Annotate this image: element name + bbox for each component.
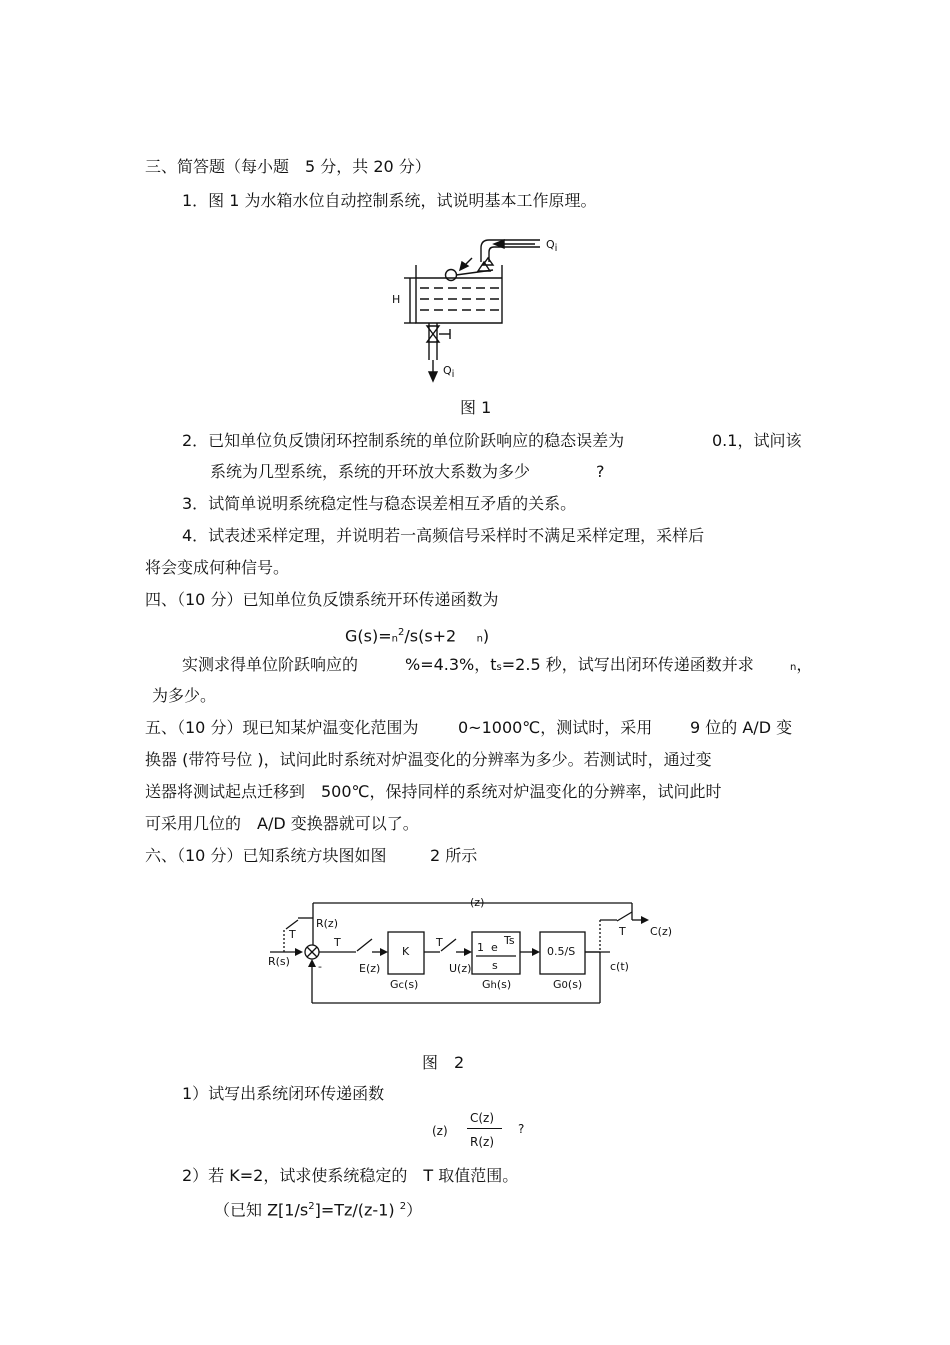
fig2-ct-label: c(t) [610, 960, 629, 973]
question-2-value: 0.1，试问该 [712, 431, 802, 450]
question-4-line2: 将会变成何种信号。 [145, 558, 290, 577]
z-transform-hint: （已知 $Z[1/s^2]=Tz/(z-1)$ $^2$） [214, 1200, 423, 1220]
question-2-mark: ? [596, 462, 605, 481]
fig2-zoh-numerator: 1 e [477, 941, 498, 954]
section5-line4: 可采用几位的 A/D 变换器就可以了。 [145, 814, 419, 833]
fig1-qi-out-label: $Q_i$ [443, 364, 455, 381]
fig2-uz-label: U(z) [449, 962, 472, 975]
fig2-zoh-exponent: Ts [504, 934, 515, 947]
fig2-cz-label: C(z) [650, 925, 673, 938]
fig2-t3: T [436, 936, 443, 949]
fig2-ez-label: E(z) [359, 962, 381, 975]
section6-title-a: 六、（10 分）已知系统方块图如图 [145, 846, 387, 865]
fig2-gp-label: G0(s) [553, 978, 583, 991]
section3-title: 三、简答题（每小题 5 分，共 20 分） [145, 157, 431, 176]
closed-loop-numerator: C(z) [470, 1111, 495, 1125]
fig1-qi-in-label: $Q_i$ [546, 238, 558, 255]
section5-line1-a: 五、（10 分）现已知某炉温变化范围为 [145, 718, 419, 737]
fig2-t2: T [334, 936, 341, 949]
section4-line1-a: 实测求得单位阶跃响应的 [182, 655, 359, 674]
fig2-zoh-denominator: s [492, 959, 498, 972]
fig2-plant-block: 0.5/S [547, 945, 576, 958]
part-2: 2）若 K=2，试求使系统稳定的 T 取值范围。 [182, 1166, 519, 1185]
section4-title: 四、（10 分）已知单位负反馈系统开环传递函数为 [145, 590, 499, 609]
fig2-minus: - [318, 960, 322, 973]
fig1-h-label: H [392, 293, 401, 306]
fig2-t1: T [289, 928, 296, 941]
part-1: 1）试写出系统闭环传递函数 [182, 1084, 385, 1103]
fig2-rs-label: R(s) [268, 955, 290, 968]
section5-line3: 送器将测试起点迁移到 500℃，保持同样的系统对炉温变化的分辨率，试问此时 [145, 782, 722, 801]
fig2-z-top: (z) [470, 896, 485, 909]
closed-loop-denominator: R(z) [470, 1135, 494, 1149]
fig2-rz-label: R(z) [316, 917, 338, 930]
figure-2-caption: 图 2 [422, 1053, 465, 1072]
fraction-bar [467, 1128, 502, 1129]
section4-line1-n: n， [790, 655, 813, 674]
figure-1-caption: 图 1 [460, 398, 492, 417]
fig2-t4: T [619, 925, 626, 938]
section4-line2: 为多少。 [152, 686, 217, 705]
section4-equation: $G(s)=n^2/s(s+2$ n) [345, 626, 490, 646]
fig2-gh-label: Gh(s) [482, 978, 512, 991]
section5-line1-b: 0~1000℃，测试时，采用 [458, 718, 653, 737]
closed-loop-left: (z) [432, 1124, 448, 1138]
closed-loop-question: ? [518, 1122, 525, 1136]
question-4-line1: 4．试表述采样定理，并说明若一高频信号采样时不满足采样定理，采样后 [182, 526, 705, 545]
fig2-gc-label: Gc(s) [390, 978, 419, 991]
question-2-line1: 2．已知单位负反馈闭环控制系统的单位阶跃响应的稳态误差为 [182, 431, 625, 450]
section5-line1-c: 9 位的 A/D 变 [690, 718, 793, 737]
section4-line1-b: %=4.3%，ts=2.5 秒，试写出闭环传递函数并求 [405, 655, 754, 674]
question-1: 1．图 1 为水箱水位自动控制系统，试说明基本工作原理。 [182, 191, 597, 210]
question-3: 3．试简单说明系统稳定性与稳态误差相互矛盾的关系。 [182, 494, 577, 513]
fig2-k-block: K [402, 945, 410, 958]
question-2-line2: 系统为几型系统，系统的开环放大系数为多少 [210, 462, 531, 481]
section5-line2: 换器 (带符号位 )，试问此时系统对炉温变化的分辨率为多少。若测试时，通过变 [145, 750, 712, 769]
section6-title-b: 2 所示 [430, 846, 478, 865]
